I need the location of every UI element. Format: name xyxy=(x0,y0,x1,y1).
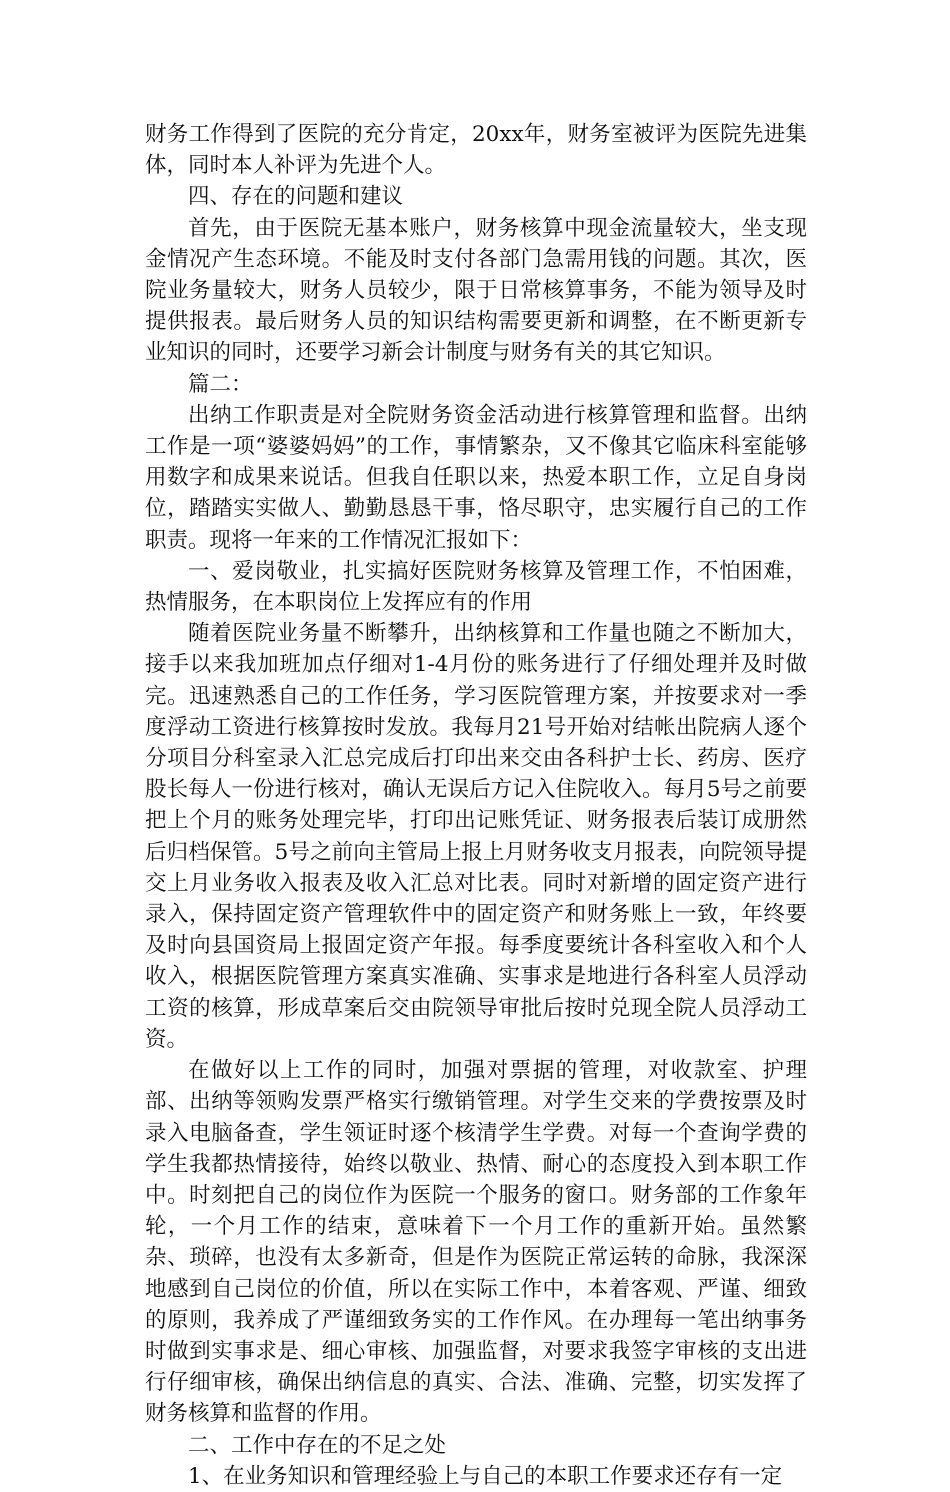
part-heading: 篇二： xyxy=(188,371,253,397)
paragraph-continued: 财务工作得到了医院的充分肯定，20xx年，财务室被评为医院先进集体，同时本人补评为先进个人。 xyxy=(145,122,807,179)
paragraph: 在做好以上工作的同时，加强对票据的管理，对收款室、护理部、出纳等领购发票严格实行缴销管理。对学生交来的学费按票及时录入电脑备查，学生领证时逐个核清学生学费。对每一个查询学费的学生我都热情接待，始终以敬业、热情、耐心的态度投入到本职工作中。时刻把自己的岗位作为医院一个服务的窗口。财务部的工作象年轮，一个月工作的结束，意味着下一个月工作的重新开始。虽然繁杂、琐碎，也没有太多新奇，但是作为医院正常运转的命脉，我深深地感到自己岗位的价值，所以在实际工作中，本着客观、严谨、细致的原则，我养成了严谨细致务实的工作作风。在办理每一笔出纳事务时做到实事求是、细心审核、加强监督，对要求我签字审核的支出进行仔细审核，确保出纳信息的真实、合法、准确、完整，切实发挥了财务核算和监督的作用。 xyxy=(145,1058,807,1427)
paragraph: 1、在业务知识和管理经验上与自己的本职工作要求还存有一定 xyxy=(188,1463,783,1489)
paragraph: 随着医院业务量不断攀升，出纳核算和工作量也随之不断加大，接手以来我加班加点仔细对1-4月份的账务进行了仔细处理并及时做完。迅速熟悉自己的工作任务，学习医院管理方案，并按要求对一季度浮动工资进行核算按时发放。我每月21号开始对结帐出院病人逐个分项目分科室录入汇总完成后打印出来交由各科护士长、药房、医疗股长每人一份进行核对，确认无误后方记入住院收入。每月5号之前要把上个月的账务处理完毕，打印出记账凭证、财务报表后装订成册然后归档保管。5号之前向主管局上报上月财务收支月报表，向院领导提交上月业务收入报表及收入汇总对比表。同时对新增的固定资产进行录入，保持固定资产管理软件中的固定资产和财务账上一致，年终要及时向县国资局上报固定资产年报。每季度要统计各科室收入和个人收入，根据医院管理方案真实准确、实事求是地进行各科室人员浮动工资的核算，形成草案后交由院领导审批后按时兑现全院人员浮动工资。 xyxy=(145,621,807,1052)
section-heading-dedication: 一、爱岗敬业，扎实搞好医院财务核算及管理工作，不怕困难，热情服务，在本职岗位上发挥应有的作用 xyxy=(145,558,807,616)
section-heading-shortcomings: 二、工作中存在的不足之处 xyxy=(188,1432,447,1458)
paragraph: 首先，由于医院无基本账户，财务核算中现金流量较大，坐支现金情况产生态环境。不能及时支付各部门急需用钱的问题。其次，医院业务量较大，财务人员较少，限于日常核算事务，不能为领导及时提供报表。最后财务人员的知识结构需要更新和调整，在不断更新专业知识的同时，还要学习新会计制度与财务有关的其它知识。 xyxy=(145,215,807,366)
paragraph: 出纳工作职责是对全院财务资金活动进行核算管理和监督。出纳工作是一项“婆婆妈妈”的工作，事情繁杂，又不像其它临床科室能够用数字和成果来说话。但我自任职以来，热爱本职工作，立足自身岗位，踏踏实实做人、勤勤恳恳干事，恪尽职守，忠实履行自己的工作职责。现将一年来的工作情况汇报如下： xyxy=(145,402,807,553)
section-heading-problems: 四、存在的问题和建议 xyxy=(188,184,404,210)
document-body xyxy=(145,119,807,1492)
